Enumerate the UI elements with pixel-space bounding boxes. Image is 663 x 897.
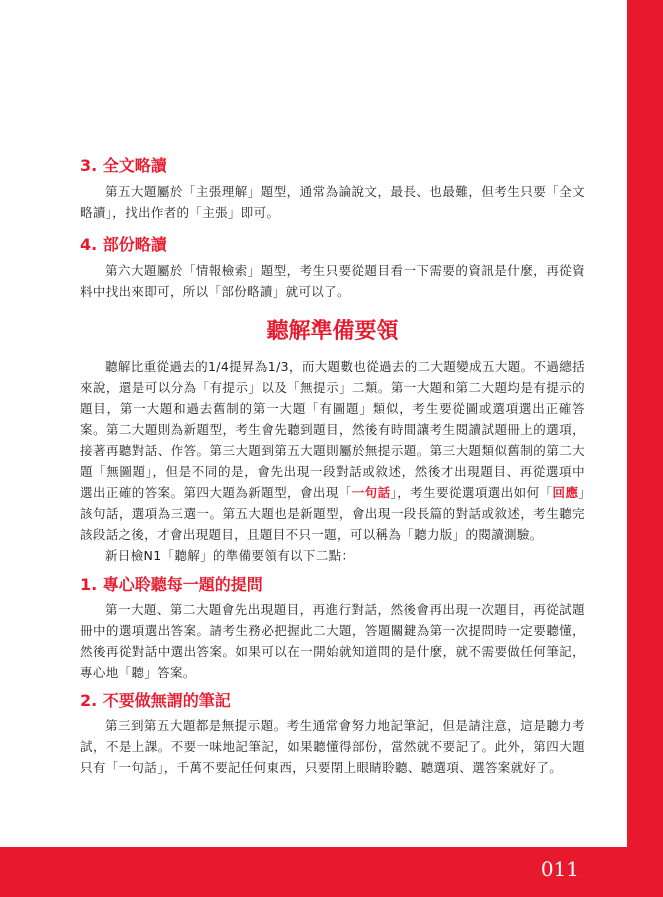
intro-text-part3: 」該句話，選項為三選一。第五大題也是新題型，會出現一段長篇的對話或敘述，考生聽完該段話之後，才會出現題目，且題目不只一題，可以稱為「聽力版」的閱讀測驗。 xyxy=(80,485,585,542)
section-title-full-skim: 3. 全文略讀 xyxy=(80,156,167,175)
section-title-partial-skim: 4. 部份略讀 xyxy=(80,235,167,254)
intro-text-part2: 」，考生要從選項選出如何「 xyxy=(390,485,553,500)
tip-body-listen: 第一大題、第二大題會先出現題目，再進行對話，然後會再出現一次題目，再從試題冊中的選項選出答案。請考生務必把握此二大題，答題關鍵為第一次提問時一定要聽懂，然後再從對話中選出答案。如果可以在一開始就知道問的是什麼，就不需要做任何筆記，專心地「聽」答案。 xyxy=(80,602,585,680)
tip-body-notes: 第三到第五大題都是無提示題。考生通常會努力地記筆記，但是請注意，這是聽力考試，不是上課。不要一味地記筆記，如果聽懂得部份，當然就不要記了。此外，第四大題只有「一句話」，千萬不要記任何東西，只要閉上眼睛聆聽、聽選項、選答案就好了。 xyxy=(80,718,585,775)
section-body-full-skim: 第五大題屬於「主張理解」題型，通常為論說文，最長、也最難，但考生只要「全文略讀」，找出作者的「主張」即可。 xyxy=(80,184,585,220)
intro-paragraph xyxy=(80,356,585,545)
red-frame-bottom xyxy=(0,847,663,897)
highlight-response: 回應 xyxy=(552,485,579,500)
red-frame-right xyxy=(627,0,663,897)
page-content xyxy=(80,155,585,778)
section-body-partial-skim: 第六大題屬於「情報檢索」題型，考生只要從題目看一下需要的資訊是什麼，再從資料中找出來即可，所以「部份略讀」就可以了。 xyxy=(80,263,585,299)
intro-closing: 新日檢N1「聽解」的準備要領有以下二點： xyxy=(105,548,355,563)
highlight-one-sentence: 一句話 xyxy=(351,485,391,500)
tip-title-listen: 1. 專心聆聽每一題的提問 xyxy=(80,575,263,594)
page-number: 011 xyxy=(540,857,579,881)
main-heading: 聽解準備要領 xyxy=(266,319,399,344)
tip-title-notes: 2. 不要做無謂的筆記 xyxy=(80,691,231,710)
intro-text-part1: 聽解比重從過去的1/4提昇為1/3，而大題數也從過去的二大題變成五大題。不過總括來說，還是可以分為「有提示」以及「無提示」二類。第一大題和第二大題均是有提示的題目，第一大題和過去舊制的第一大題「有圖題」類似，考生要從圖或選項選出正確答案。第二大題則為新題型，考生會先聽到題目，然後有時間讓考生閱讀試題冊上的選項，接著再聽對話、作答。第三大題到第五大題則屬於無提示題。第三大題類似舊制的第二大題「無圖題」，但是不同的是，會先出現一段對話或敘述，然後才出現題目、再從選項中選出正確的答案。第四大題為新題型，會出現「 xyxy=(80,359,585,500)
